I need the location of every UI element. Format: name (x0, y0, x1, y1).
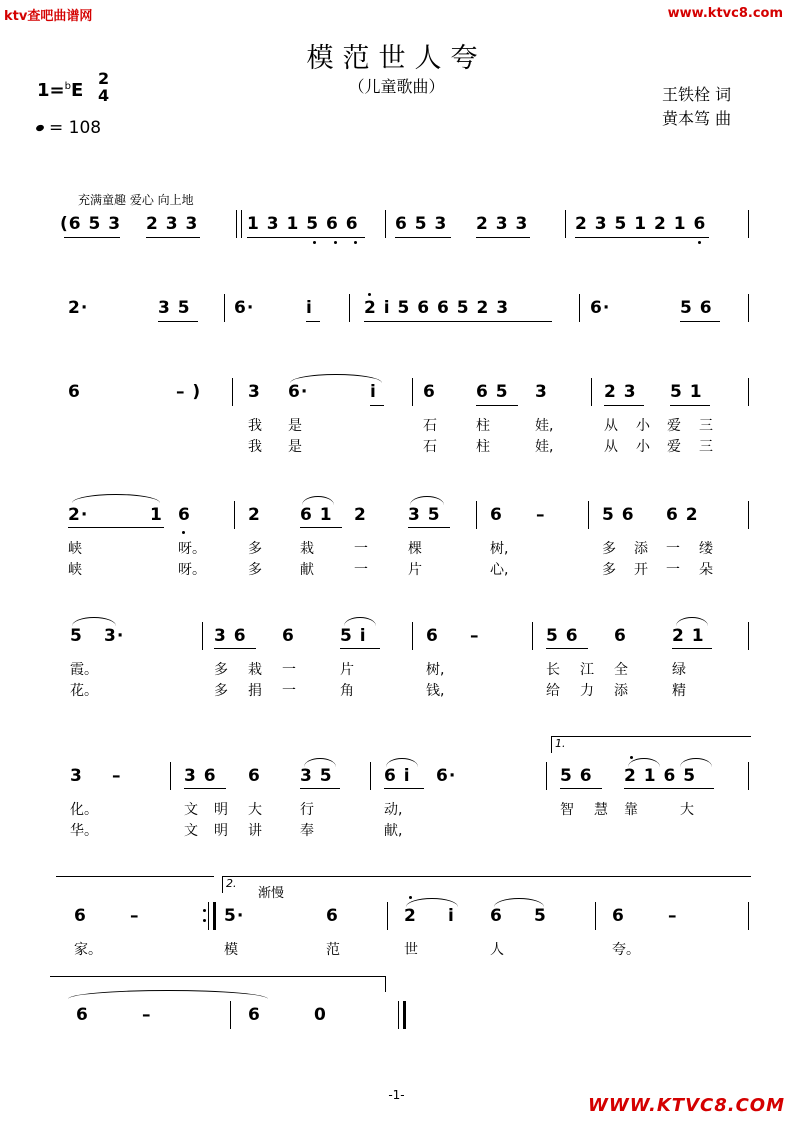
barline (412, 378, 413, 406)
note-group: 6· (288, 382, 309, 402)
lyric: 明 (214, 823, 228, 839)
expression-marking: 充满童趣 爱心 向上地 (78, 193, 194, 207)
barline (546, 762, 547, 790)
note-group: 5 (70, 626, 83, 646)
lyric: 呀。 (178, 541, 206, 557)
lyric: 捐 (248, 683, 262, 699)
lyric: 峡 (68, 541, 82, 557)
note-group: 3 (535, 382, 548, 402)
lyric: 爱 (667, 418, 681, 434)
lyric: 智 (560, 802, 574, 818)
note-group: 2 1 (672, 626, 705, 646)
lyric: 小 (636, 439, 650, 455)
note-group: 3 5 (408, 505, 441, 525)
lyric: 江 (580, 662, 594, 678)
slur (68, 990, 268, 999)
lyric: 一 (282, 662, 296, 678)
barline (595, 902, 596, 930)
lyric: 文 (184, 802, 198, 818)
note-group: 6· (234, 298, 255, 318)
direction-ritardando: 渐慢 (258, 886, 285, 901)
barline (748, 501, 749, 529)
high-dot (630, 756, 633, 759)
underline (476, 237, 530, 238)
lyric: 人 (490, 942, 504, 958)
note-group: 6 (76, 1005, 89, 1025)
lyric: 三 (699, 439, 713, 455)
note-group: 6· (590, 298, 611, 318)
lyric: 添 (634, 541, 648, 557)
underline (370, 405, 384, 406)
note-group: 6 (614, 626, 627, 646)
note-group: 2 (248, 505, 261, 525)
lyric: 朵 (699, 562, 713, 578)
underline (300, 527, 342, 528)
lyric: 多 (214, 683, 228, 699)
lyric: 是 (288, 439, 302, 455)
lyric: 全 (614, 662, 628, 678)
lyric: 献 (300, 562, 314, 578)
slur (494, 898, 544, 907)
slur (410, 496, 444, 505)
note-group: – (112, 766, 122, 786)
note-group: 2 3 5 1 2 1 6 (575, 214, 707, 234)
lyric: 娃, (535, 439, 554, 455)
lyric: 柱 (476, 439, 490, 455)
note-group: 2 i 5 6 6 5 2 3 (364, 298, 510, 318)
note-group: 3 6 (214, 626, 247, 646)
barline (748, 294, 749, 322)
note-group: 6 5 3 (395, 214, 448, 234)
lyric: 夸。 (612, 942, 640, 958)
final-barline-thick (403, 1001, 406, 1029)
barline (202, 622, 203, 650)
lyric: 力 (580, 683, 594, 699)
lyric: 我 (248, 418, 262, 434)
slur (406, 898, 458, 907)
final-barline (398, 1001, 399, 1029)
underline (575, 237, 709, 238)
lyric: 家。 (74, 942, 102, 958)
note-group: 5 6 (680, 298, 713, 318)
lyric: 缕 (699, 541, 713, 557)
volta-bracket-2: 2. (222, 876, 751, 893)
slur (628, 758, 660, 767)
underline (680, 321, 720, 322)
lyric: 添 (614, 683, 628, 699)
lyric: 范 (326, 942, 340, 958)
slur (304, 758, 336, 767)
lyric: 一 (354, 562, 368, 578)
underline (300, 788, 340, 789)
lyric: 多 (248, 541, 262, 557)
note-group: 3 (248, 382, 261, 402)
underline (408, 527, 450, 528)
lyric: 棵 (408, 541, 422, 557)
barline (532, 622, 533, 650)
note-group: – (130, 906, 140, 926)
lyric: 大 (680, 802, 694, 818)
repeat-dot (203, 909, 206, 912)
lyric: 角 (340, 683, 354, 699)
barline (591, 378, 592, 406)
site-logo-left: ktv查吧曲谱网 (4, 9, 93, 24)
composer: 黄本笃 曲 (662, 109, 732, 128)
note-group: – (668, 906, 678, 926)
note-group: 2 (404, 906, 417, 926)
lyric: 行 (300, 802, 314, 818)
barline (387, 902, 388, 930)
lyric: 树, (490, 541, 509, 557)
tempo-marking: = 108 (36, 118, 101, 138)
barline (748, 210, 749, 238)
low-dot (182, 531, 185, 534)
lyric: 一 (354, 541, 368, 557)
note-group: 1 (150, 505, 163, 525)
repeat-dot (203, 919, 206, 922)
song-title: 模范世人夸 (306, 43, 487, 74)
volta-bracket-1: 1. (551, 736, 751, 753)
lyric: 呀。 (178, 562, 206, 578)
barline (236, 210, 237, 238)
site-url-right: www.ktvc8.com (667, 6, 783, 21)
lyric: 多 (248, 562, 262, 578)
underline (364, 321, 552, 322)
underline (672, 648, 712, 649)
quarter-note-icon (35, 124, 45, 132)
note-group: 5 i (340, 626, 367, 646)
barline (748, 902, 749, 930)
lyric: 模 (224, 942, 238, 958)
note-group: 6 (178, 505, 191, 525)
lyric: 华。 (70, 823, 98, 839)
lyric: 慧 (594, 802, 608, 818)
lyric: 化。 (70, 802, 98, 818)
barline (234, 501, 235, 529)
underline (306, 321, 320, 322)
lyric: 多 (602, 562, 616, 578)
lyric: 我 (248, 439, 262, 455)
lyric: 花。 (70, 683, 98, 699)
note-group: 2· (68, 298, 89, 318)
note-group: 6 (426, 626, 439, 646)
slur (676, 617, 708, 626)
barline (370, 762, 371, 790)
note-group: 1 3 1 5 6 6 (247, 214, 359, 234)
lyric: 心, (490, 562, 509, 578)
lyric: 一 (282, 683, 296, 699)
site-url-bottom: WWW.KTVC8.COM (588, 1095, 785, 1116)
underline (624, 788, 714, 789)
barline (230, 1001, 231, 1029)
note-group: 6 (423, 382, 436, 402)
note-group: 6 2 (666, 505, 699, 525)
note-group: 2 3 (604, 382, 637, 402)
slur (302, 496, 334, 505)
underline (214, 648, 256, 649)
lyric: 片 (340, 662, 354, 678)
barline (476, 501, 477, 529)
lyric: 明 (214, 802, 228, 818)
note-group: 2 1 6 5 (624, 766, 697, 786)
time-top: 2 (98, 69, 110, 88)
note-group: 6 (282, 626, 295, 646)
lyric: 多 (602, 541, 616, 557)
underline (68, 527, 164, 528)
volta-extension (56, 876, 214, 877)
volta-extension (50, 976, 385, 977)
barline (170, 762, 171, 790)
note-group: 6 (74, 906, 87, 926)
note-group: 6 (490, 505, 503, 525)
lyric: 小 (636, 418, 650, 434)
underline (146, 237, 200, 238)
slur (344, 617, 376, 626)
barline (232, 378, 233, 406)
lyric: 是 (288, 418, 302, 434)
underline (395, 237, 451, 238)
note-group: 3 6 (184, 766, 217, 786)
underline (476, 405, 518, 406)
lyric: 三 (699, 418, 713, 434)
barline (565, 210, 566, 238)
lyric: 大 (248, 802, 262, 818)
high-dot (368, 293, 371, 296)
note-group: 5 6 (602, 505, 635, 525)
note-group: 6 5 (476, 382, 509, 402)
volta-end (385, 976, 386, 992)
slur (386, 758, 418, 767)
underline (158, 321, 198, 322)
high-dot (409, 896, 412, 899)
lyric: 一 (666, 541, 680, 557)
lyric: 文 (184, 823, 198, 839)
lyric: 栽 (248, 662, 262, 678)
note-group: 2 (354, 505, 367, 525)
note-group: 0 (314, 1005, 327, 1025)
repeat-barline (213, 902, 216, 930)
slur (72, 617, 116, 626)
lyric: 霞。 (70, 662, 98, 678)
lyric: 多 (214, 662, 228, 678)
note-group: 2 3 3 (476, 214, 529, 234)
underline (64, 237, 120, 238)
barline (579, 294, 580, 322)
lyric: 柱 (476, 418, 490, 434)
lyric: 娃, (535, 418, 554, 434)
lyric: 绿 (672, 662, 686, 678)
note-group: 6· (436, 766, 457, 786)
note-group: – (142, 1005, 152, 1025)
barline (748, 762, 749, 790)
lyric: 给 (546, 683, 560, 699)
note-group: 5 6 (546, 626, 579, 646)
underline (384, 788, 424, 789)
note-group: 6 i (384, 766, 411, 786)
barline (224, 294, 225, 322)
note-group: 6 (326, 906, 339, 926)
barline (241, 210, 242, 238)
barline (208, 902, 209, 930)
lyric: 靠 (624, 802, 638, 818)
underline (184, 788, 226, 789)
underline (604, 405, 644, 406)
lyric: 爱 (667, 439, 681, 455)
note-group: 6 (612, 906, 625, 926)
lyric: 从 (604, 418, 618, 434)
slur (680, 758, 712, 767)
lyric: 钱, (426, 683, 445, 699)
page-number: -1- (388, 1088, 405, 1102)
lyric: 树, (426, 662, 445, 678)
low-dot (354, 241, 357, 244)
slur (72, 494, 160, 503)
low-dot (698, 241, 701, 244)
underline (340, 648, 380, 649)
lyric: 动, (384, 802, 403, 818)
lyric: 峡 (68, 562, 82, 578)
note-group: 3 5 (158, 298, 191, 318)
note-group: – ) (176, 382, 202, 402)
barline (385, 210, 386, 238)
barline (588, 501, 589, 529)
note-group: 3 5 (300, 766, 333, 786)
lyric: 片 (408, 562, 422, 578)
lyric: 一 (666, 562, 680, 578)
note-group: – (470, 626, 480, 646)
note-group: 6 (68, 382, 81, 402)
lyric: 石 (423, 439, 437, 455)
note-group: 6 1 (300, 505, 333, 525)
underline (670, 405, 710, 406)
song-subtitle: （儿童歌曲） (348, 77, 445, 96)
note-group: i (306, 298, 313, 318)
barline (349, 294, 350, 322)
underline (247, 237, 365, 238)
low-dot (334, 241, 337, 244)
note-group: 2· (68, 505, 89, 525)
note-group: 5 1 (670, 382, 703, 402)
note-group: i (448, 906, 455, 926)
note-group: i (370, 382, 377, 402)
underline (546, 648, 588, 649)
lyric: 栽 (300, 541, 314, 557)
slur (290, 374, 382, 383)
note-group: 5 6 (560, 766, 593, 786)
note-group: 5 (534, 906, 547, 926)
lyric: 献, (384, 823, 403, 839)
note-group: 6 (248, 1005, 261, 1025)
note-group: – (536, 505, 546, 525)
note-group: (6 5 3 (60, 214, 122, 234)
lyric: 讲 (248, 823, 262, 839)
note-group: 6 (490, 906, 503, 926)
barline (412, 622, 413, 650)
time-signature (98, 70, 109, 104)
lyricist: 王铁栓 词 (662, 85, 732, 104)
lyric: 石 (423, 418, 437, 434)
note-group: 3· (104, 626, 125, 646)
key-signature: 1=$^b$E (37, 80, 84, 101)
lyric: 世 (404, 942, 418, 958)
barline (748, 622, 749, 650)
lyric: 长 (546, 662, 560, 678)
barline (748, 378, 749, 406)
flat-sign: b (64, 81, 71, 92)
credits (662, 83, 731, 131)
note-group: 3 (70, 766, 83, 786)
time-bottom: 4 (98, 86, 110, 105)
note-group: 6 (248, 766, 261, 786)
lyric: 从 (604, 439, 618, 455)
low-dot (313, 241, 316, 244)
lyric: 开 (634, 562, 648, 578)
note-group: 5· (224, 906, 245, 926)
note-group: 2 3 3 (146, 214, 199, 234)
lyric: 精 (672, 683, 686, 699)
underline (560, 788, 602, 789)
lyric: 奉 (300, 823, 314, 839)
